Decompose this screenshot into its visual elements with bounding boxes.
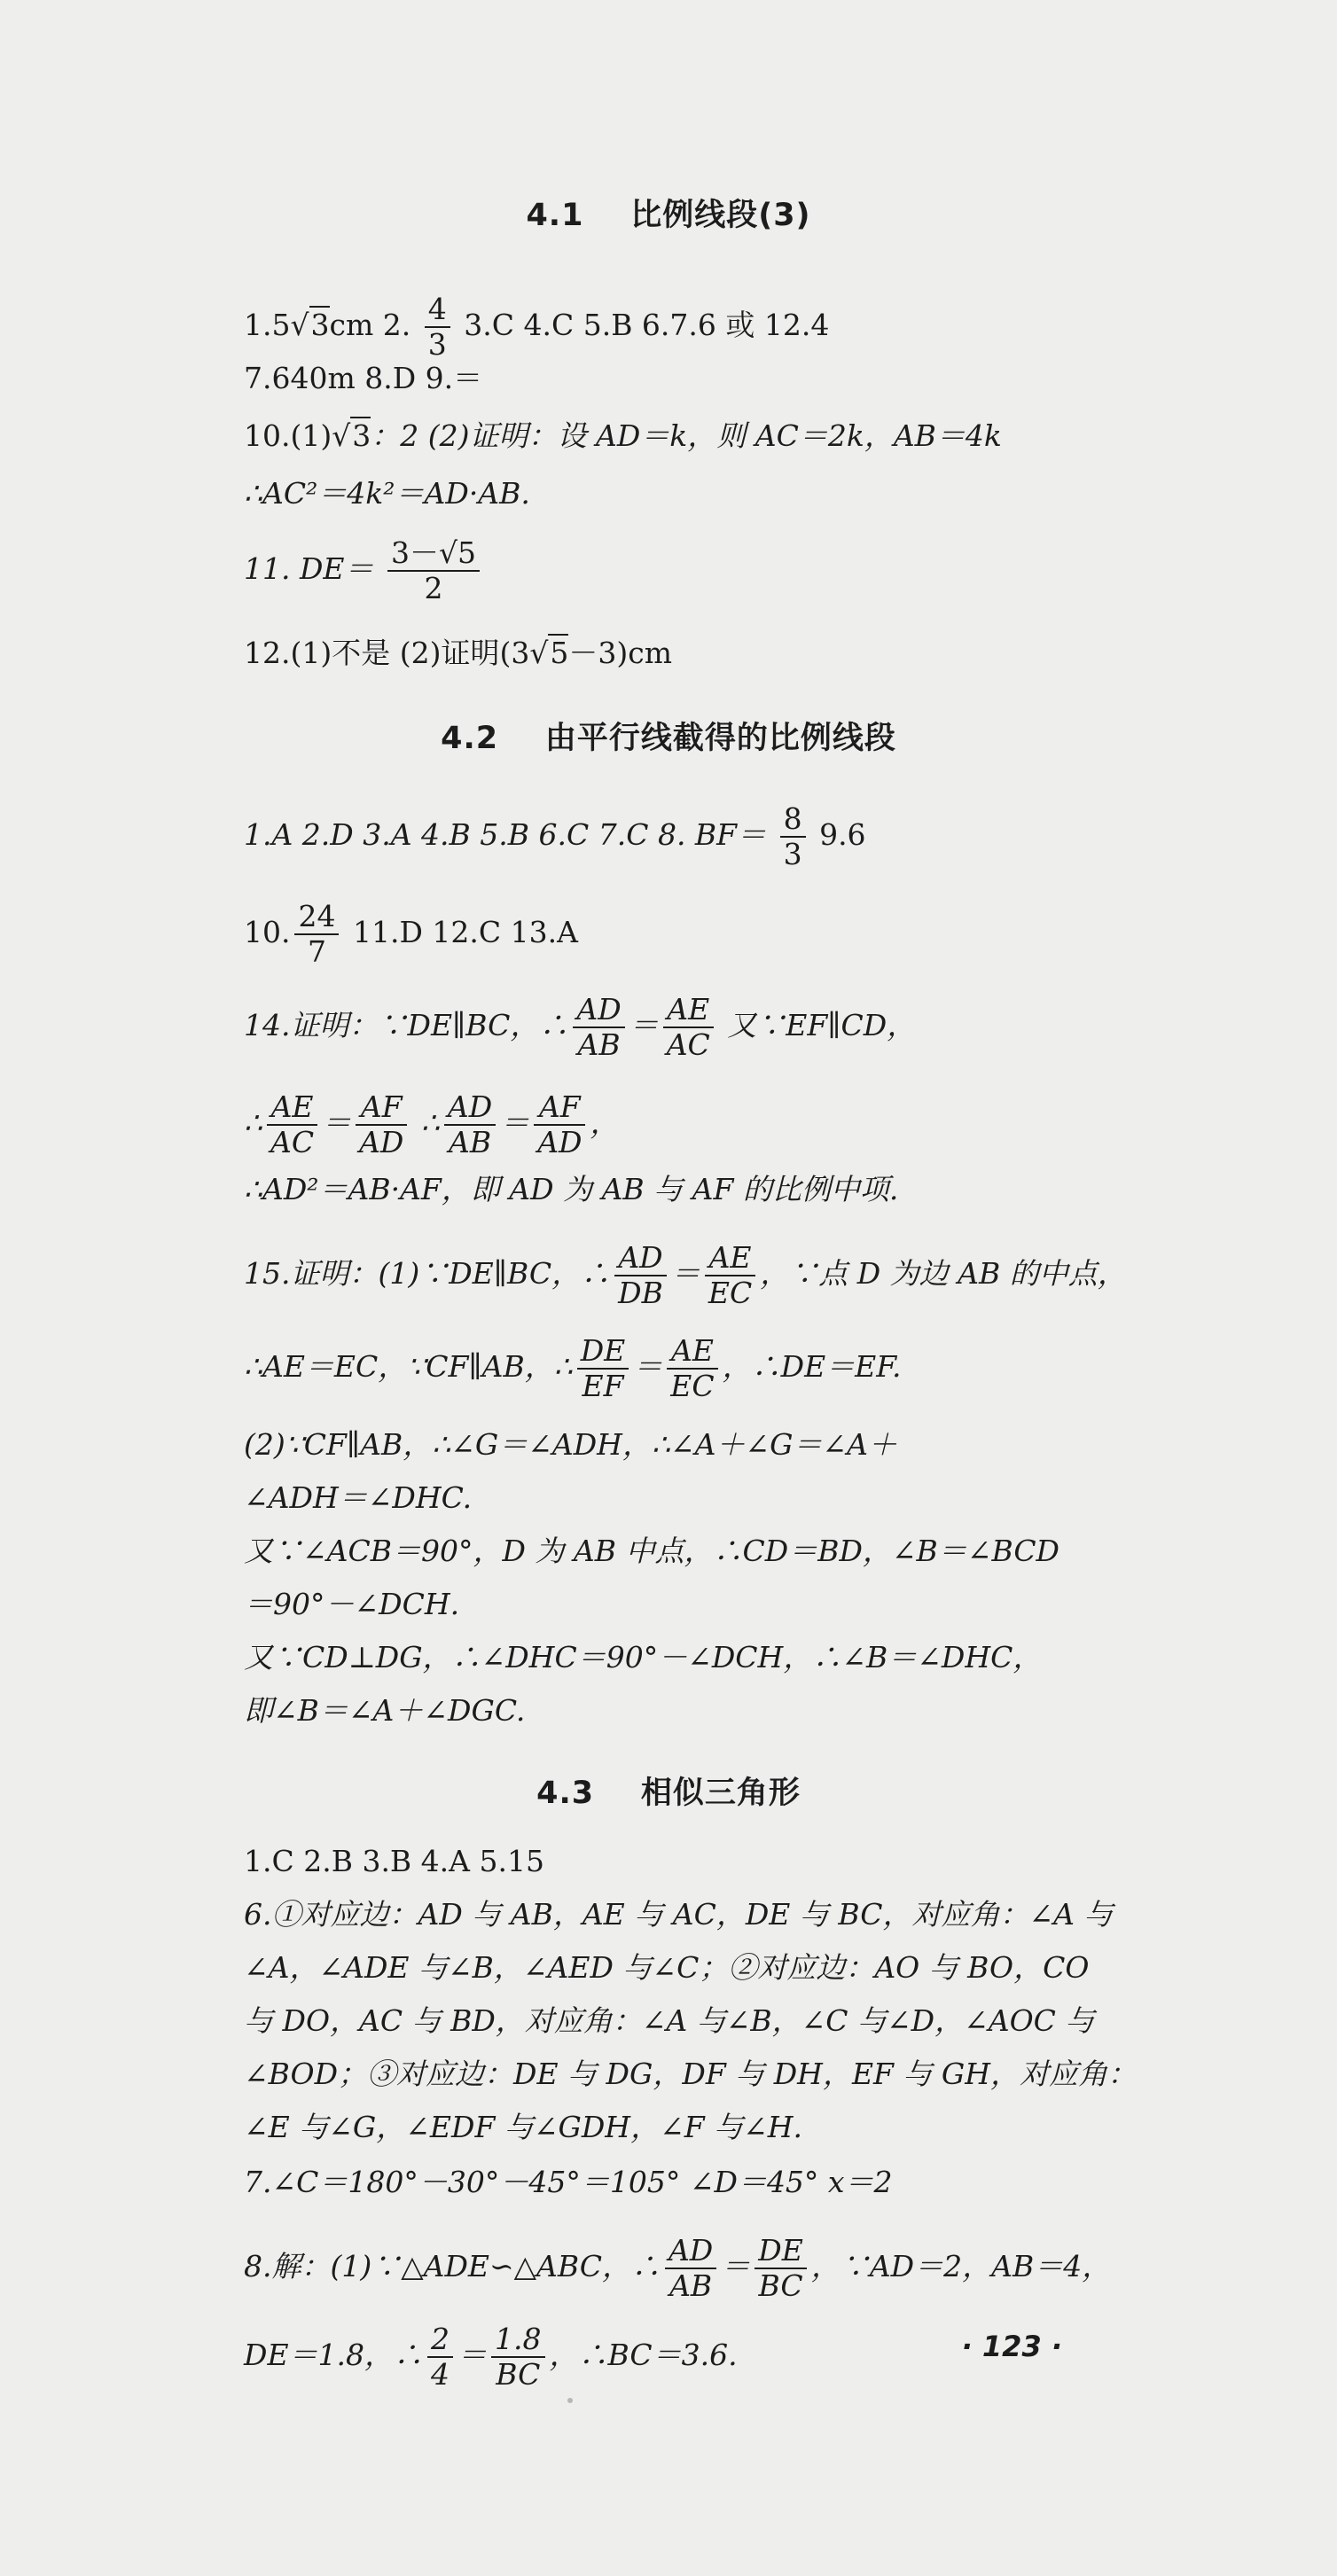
answer-line: 12.(1)不是 (2)证明(3√5－3)cm (244, 636, 673, 670)
fraction: $\frac{AE}{AC}$ (663, 993, 714, 1062)
page-number: · 123 · (961, 2330, 1062, 2363)
answer-line: 又∵∠ACB＝90°，D 为 AB 中点，∴CD＝BD，∠B＝∠BCD (244, 1534, 1060, 1568)
answer-line: 与 DO，AC 与 BD，对应角：∠A 与∠B，∠C 与∠D，∠AOC 与 (244, 2003, 1095, 2038)
answer-line: ∴AE＝EC，∵CF∥AB，∴ $\frac{DE}{EF}$ ＝ $\frac{AE}{EC}$ ，∴DE＝EF. (244, 1333, 902, 1403)
section-heading-4-3 (0, 1768, 1337, 1813)
section-number: 4.2 (441, 721, 499, 756)
fraction: $\frac{AF}{AD}$ (534, 1090, 585, 1159)
section-heading-4-1 (0, 191, 1337, 235)
answer-line: 14.证明：∵DE∥BC，∴ $\frac{AD}{AB}$ ＝ $\frac{AE}{AC}$ 又∵EF∥CD， (244, 992, 917, 1062)
section-heading-4-2 (0, 714, 1337, 758)
fraction: $\frac{1.8}{BC}$ (491, 2322, 544, 2392)
fraction: $\frac{AD}{AB}$ (665, 2234, 716, 2303)
fraction: $\frac{DE}{EF}$ (577, 1334, 629, 1403)
answer-line: 8.解：(1)∵△ADE∽△ABC，∴ $\frac{AD}{AB}$ ＝ $\frac{DE}{BC}$ ，∵AD＝2，AB＝4， (244, 2233, 1112, 2303)
section-title: 相似三角形 (640, 1776, 801, 1811)
answer-line: 又∵CD⊥DG，∴∠DHC＝90°－∠DCH，∴∠B＝∠DHC， (244, 1640, 1043, 1674)
answer-line: (2)∵CF∥AB，∴∠G＝∠ADH，∴∠A＋∠G＝∠A＋ (244, 1427, 897, 1462)
fraction: $\frac{8}{3}$ (780, 802, 806, 871)
fraction: $\frac{AD}{AB}$ (573, 993, 624, 1062)
answer-line: DE＝1.8，∴ $\frac{2}{4}$ ＝ $\frac{1.8}{BC}$ ，∴BC＝3.6. (244, 2322, 738, 2392)
section-number: 4.1 (526, 198, 584, 233)
fraction: $\frac{AD}{DB}$ (614, 1241, 667, 1310)
answer-line: 6.①对应边：AD 与 AB，AE 与 AC，DE 与 BC，对应角：∠A 与 (244, 1897, 1114, 1932)
answer-line: 1.A 2.D 3.A 4.B 5.B 6.C 7.C 8. BF＝ $\frac{8}{3}$ 9.6 (244, 801, 866, 871)
answer-line: 10.(1)√3：2 (2)证明：设 AD＝k，则 AC＝2k，AB＝4k (244, 418, 1002, 453)
fraction: $\frac{24}{7}$ (294, 900, 339, 969)
fraction: $\frac{AE}{EC}$ (667, 1334, 717, 1403)
section-number: 4.3 (536, 1776, 595, 1811)
answer-line: 10. $\frac{24}{7}$ 11.D 12.C 13.A (244, 899, 578, 969)
answer-line: 15.证明：(1)∵DE∥BC，∴ $\frac{AD}{DB}$ ＝ $\frac{AE}{EC}$ ，∵点 D 为边 AB 的中点， (244, 1240, 1127, 1310)
fraction: $\frac{2}{4}$ (427, 2322, 453, 2392)
answer-line: 11. DE＝ $\frac{3-√5}{2}$ (244, 536, 1195, 605)
answer-line: 7.∠C＝180°－30°－45°＝105° ∠D＝45° x＝2 (244, 2165, 893, 2199)
answer-line: 1.5√3cm 2. $\frac{4}{3}$ 3.C 4.C 5.B 6.7.6 或 12.4 (244, 292, 830, 362)
sqrt-value: 5 (550, 636, 569, 670)
fraction: $\frac{AE}{EC}$ (705, 1241, 755, 1310)
answer-line: ∠E 与∠G，∠EDF 与∠GDH，∠F 与∠H. (244, 2110, 803, 2144)
fraction: $\frac{AE}{AC}$ (267, 1090, 317, 1159)
section-title: 由平行线截得的比例线段 (544, 721, 896, 756)
fraction: $\frac{DE}{BC}$ (755, 2234, 807, 2303)
answer-line: ∴AD²＝AB·AF，即 AD 为 AB 与 AF 的比例中项. (244, 1172, 899, 1206)
answer-line: 7.640m 8.D 9.＝ (244, 361, 483, 395)
fraction: $\frac{4}{3}$ (425, 293, 450, 362)
fraction: $\frac{AD}{AB}$ (444, 1090, 496, 1159)
answer-line: ∠ADH＝∠DHC. (244, 1480, 473, 1515)
scan-speck (567, 2398, 573, 2403)
answer-line: ＝90°－∠DCH. (244, 1587, 460, 1621)
answer-line: ∴AC²＝4k²＝AD·AB. (244, 476, 530, 511)
answer-line: 即∠B＝∠A＋∠DGC. (244, 1693, 526, 1728)
sqrt-value: 3 (352, 418, 371, 453)
answer-line: ∠A，∠ADE 与∠B，∠AED 与∠C；②对应边：AO 与 BO，CO (244, 1950, 1090, 1985)
sqrt-value: 3 (310, 307, 330, 342)
answer-line: ∴ $\frac{AE}{AC}$ ＝ $\frac{AF}{AD}$ ∴ $\frac{AD}{AB}$ ＝ $\frac{AF}{AD}$ ， (244, 1089, 620, 1159)
fraction: $\frac{AF}{AD}$ (356, 1090, 407, 1159)
answer-line: ∠BOD；③对应边：DE 与 DG，DF 与 DH，EF 与 GH，对应角： (244, 2057, 1138, 2091)
answer-line: 1.C 2.B 3.B 4.A 5.15 (244, 1844, 544, 1878)
section-title: 比例线段(3) (630, 198, 811, 233)
fraction: $\frac{3-√5}{2}$ (387, 536, 480, 605)
